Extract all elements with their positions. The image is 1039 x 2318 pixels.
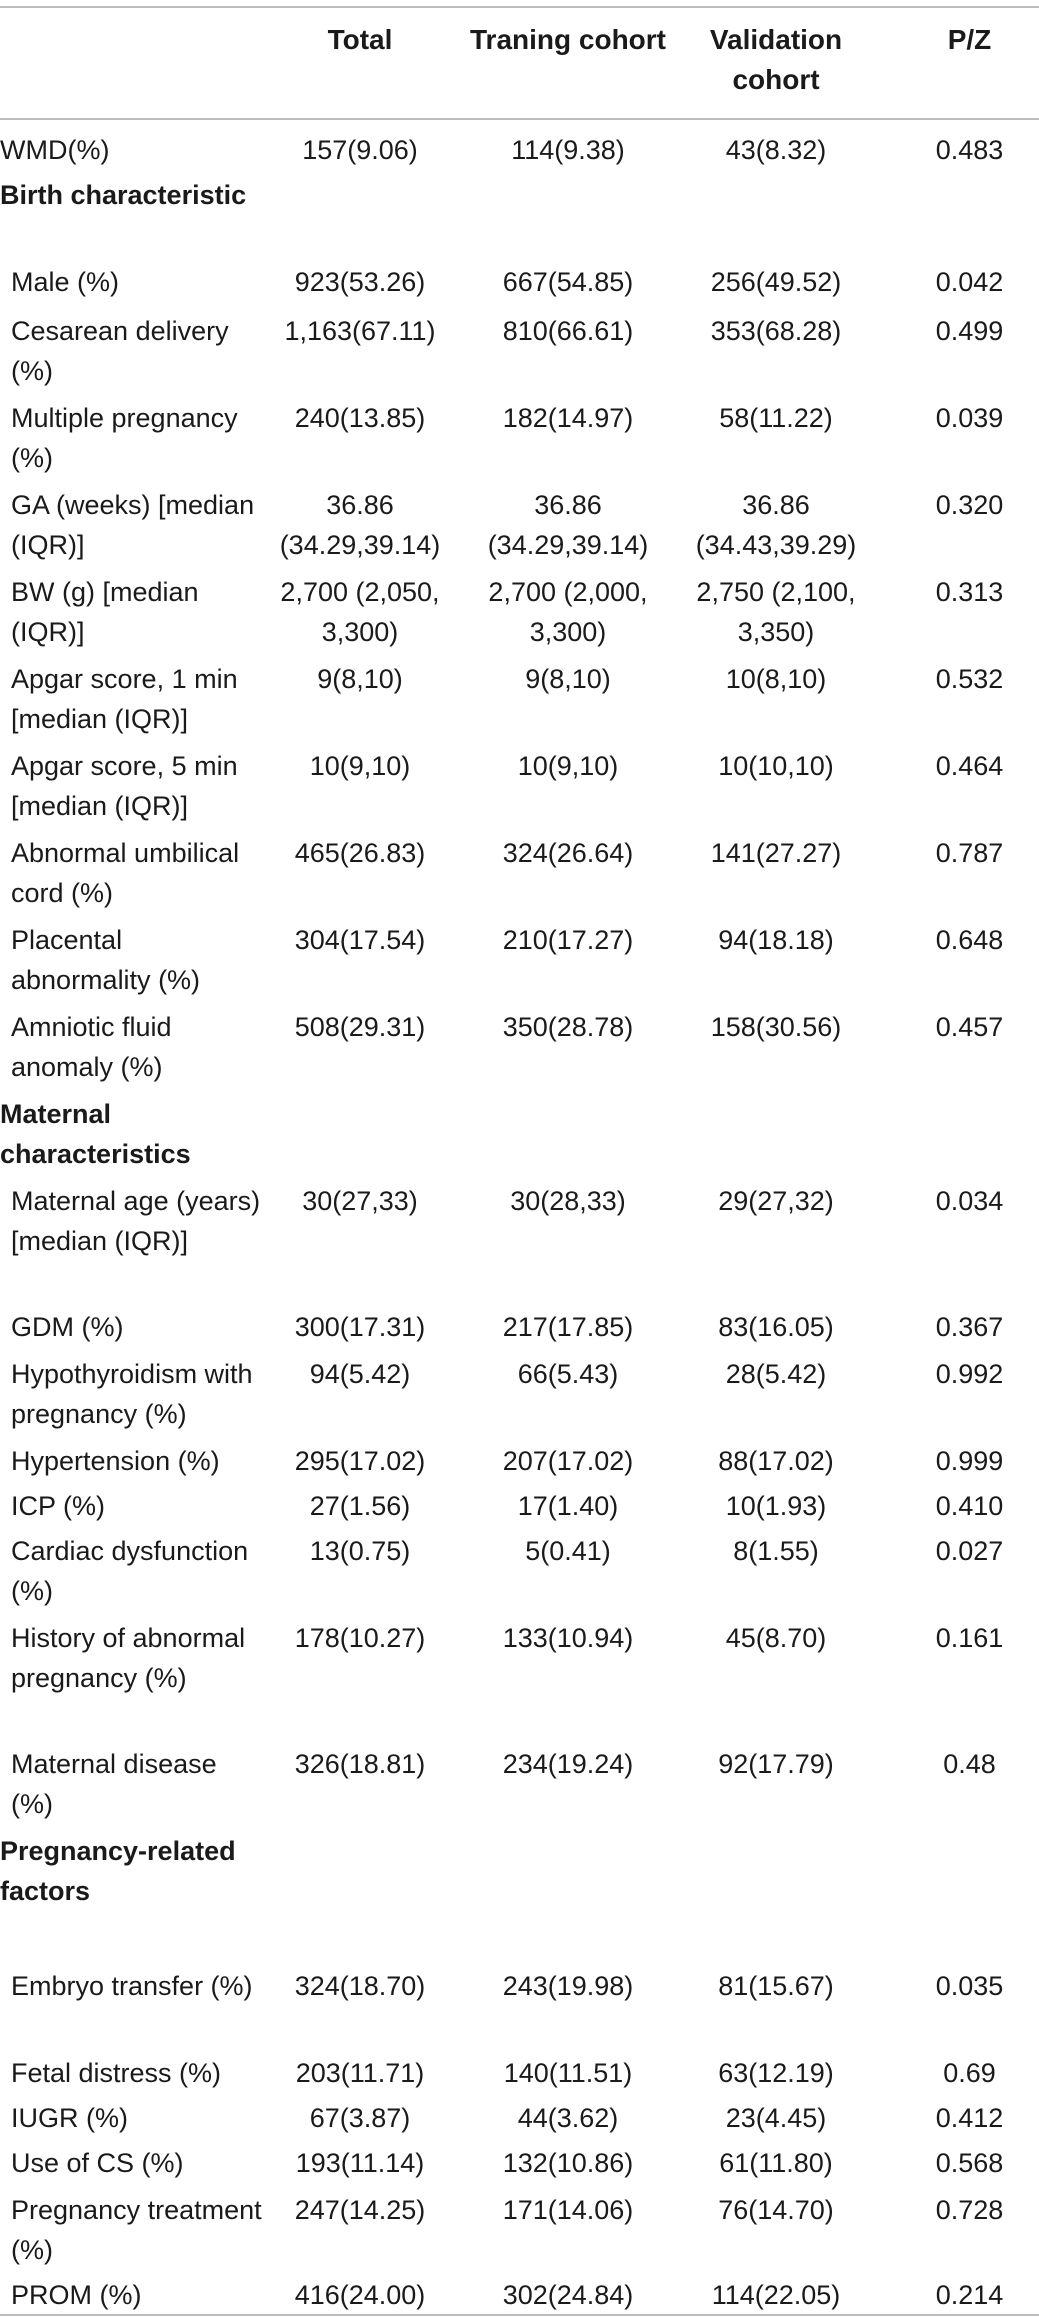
training-cell: 171(14.06) (502, 2195, 634, 2225)
validation-cell: 10(8,10) (725, 664, 827, 694)
pz-cell: 0.999 (935, 1446, 1004, 1476)
bottom-rule (0, 2314, 1039, 2316)
total-cell: 300(17.31) (294, 1312, 426, 1342)
validation-cell: 58(11.22) (719, 403, 833, 433)
training-cell: 133(10.94) (502, 1623, 634, 1653)
row-label: Multiple pregnancy (%) (11, 403, 238, 473)
pz-cell: 0.313 (935, 577, 1004, 607)
total-cell: 67(3.87) (309, 2103, 411, 2133)
total-cell: 30(27,33) (302, 1186, 418, 1216)
row-label: Placental abnormality (%) (11, 925, 201, 995)
pz-cell: 0.48 (943, 1749, 996, 1779)
row-label: Hypothyroidism with pregnancy (%) (11, 1359, 253, 1429)
row-label: ICP (%) (11, 1491, 106, 1521)
top-rule (0, 6, 1039, 8)
section-label: Maternal characteristics (0, 1099, 191, 1169)
row-label: GA (weeks) [median (IQR)] (11, 490, 255, 560)
validation-cell: 10(10,10) (718, 751, 834, 781)
validation-cell: 61(11.80) (719, 2148, 833, 2178)
row-label: BW (g) [median (IQR)] (11, 577, 199, 647)
training-cell: 243(19.98) (502, 1971, 634, 2001)
training-cell: 667(54.85) (502, 267, 634, 297)
pz-cell: 0.728 (935, 2195, 1004, 2225)
training-cell: 207(17.02) (502, 1446, 634, 1476)
section-label: Birth characteristic (0, 180, 247, 210)
pz-cell: 0.035 (935, 1971, 1004, 2001)
pz-cell: 0.992 (935, 1359, 1004, 1389)
total-cell: 203(11.71) (295, 2058, 425, 2088)
total-cell: 2,700 (2,050, 3,300) (280, 577, 440, 647)
pz-cell: 0.161 (935, 1623, 1004, 1653)
total-cell: 247(14.25) (294, 2195, 426, 2225)
training-cell: 5(0.41) (525, 1536, 611, 1566)
row-label: Use of CS (%) (11, 2148, 184, 2178)
row-label: Male (%) (11, 267, 120, 297)
validation-cell: 141(27.27) (710, 838, 842, 868)
pz-cell: 0.034 (935, 1186, 1004, 1216)
validation-cell: 28(5.42) (725, 1359, 827, 1389)
pz-cell: 0.412 (935, 2103, 1004, 2133)
training-cell: 302(24.84) (502, 2280, 634, 2310)
total-cell: 193(11.14) (295, 2148, 425, 2178)
validation-cell: 8(1.55) (733, 1536, 819, 1566)
row-label: Apgar score, 1 min [median (IQR)] (11, 664, 238, 734)
training-cell: 217(17.85) (502, 1312, 634, 1342)
total-cell: 9(8,10) (317, 664, 403, 694)
total-cell: 10(9,10) (309, 751, 411, 781)
total-cell: 324(18.70) (294, 1971, 426, 2001)
total-cell: 240(13.85) (294, 403, 426, 433)
total-cell: 13(0.75) (309, 1536, 411, 1566)
validation-cell: 83(16.05) (718, 1312, 834, 1342)
pz-cell: 0.787 (935, 838, 1004, 868)
validation-cell: 76(14.70) (718, 2195, 834, 2225)
row-label: GDM (%) (11, 1312, 124, 1342)
training-cell: 132(10.86) (502, 2148, 634, 2178)
validation-cell: 158(30.56) (710, 1012, 842, 1042)
training-cell: 44(3.62) (517, 2103, 619, 2133)
header-training-cohort: Traning cohort (470, 24, 666, 55)
pz-cell: 0.320 (935, 490, 1004, 520)
validation-cell: 23(4.45) (725, 2103, 827, 2133)
validation-cell: 88(17.02) (718, 1446, 834, 1476)
pz-cell: 0.457 (935, 1012, 1004, 1042)
total-cell: 465(26.83) (294, 838, 426, 868)
training-cell: 30(28,33) (510, 1186, 626, 1216)
pz-cell: 0.499 (935, 316, 1004, 346)
header-validation-cohort: Validation cohort (709, 24, 843, 95)
training-cell: 350(28.78) (502, 1012, 634, 1042)
training-cell: 234(19.24) (502, 1749, 634, 1779)
training-cell: 10(9,10) (517, 751, 619, 781)
validation-cell: 114(22.05) (711, 2280, 841, 2310)
total-cell: 36.86 (34.29,39.14) (279, 490, 441, 560)
row-label: Fetal distress (%) (11, 2058, 222, 2088)
header-rule (0, 118, 1039, 120)
validation-cell: 45(8.70) (725, 1623, 827, 1653)
pz-cell: 0.214 (935, 2280, 1004, 2310)
row-label: Cesarean delivery (%) (11, 316, 229, 386)
pz-cell: 0.532 (935, 664, 1004, 694)
total-cell: 304(17.54) (294, 925, 426, 955)
validation-cell: 43(8.32) (725, 135, 827, 165)
total-cell: 295(17.02) (294, 1446, 426, 1476)
training-cell: 114(9.38) (511, 135, 625, 165)
validation-cell: 92(17.79) (718, 1749, 834, 1779)
validation-cell: 81(15.67) (718, 1971, 834, 2001)
pz-cell: 0.464 (935, 751, 1004, 781)
pz-cell: 0.042 (935, 267, 1004, 297)
validation-cell: 63(12.19) (718, 2058, 834, 2088)
row-label: Hypertension (%) (11, 1446, 220, 1476)
validation-cell: 353(68.28) (710, 316, 842, 346)
training-cell: 324(26.64) (502, 838, 634, 868)
row-label: Abnormal umbilical cord (%) (11, 838, 240, 908)
row-label: Apgar score, 5 min [median (IQR)] (11, 751, 238, 821)
row-label: IUGR (%) (11, 2103, 128, 2133)
row-label: Maternal age (years) [median (IQR)] (11, 1186, 261, 1256)
pz-cell: 0.568 (935, 2148, 1004, 2178)
training-cell: 66(5.43) (517, 1359, 619, 1389)
validation-cell: 256(49.52) (710, 267, 842, 297)
header-pz: P/Z (947, 24, 992, 55)
training-cell: 36.86 (34.29,39.14) (487, 490, 649, 560)
pz-cell: 0.410 (935, 1491, 1004, 1521)
validation-cell: 10(1.93) (725, 1491, 827, 1521)
row-label: Pregnancy treatment (%) (11, 2195, 262, 2265)
total-cell: 178(10.27) (294, 1623, 426, 1653)
row-label: WMD(%) (0, 135, 110, 165)
pz-cell: 0.648 (935, 925, 1004, 955)
pz-cell: 0.367 (935, 1312, 1004, 1342)
validation-cell: 29(27,32) (718, 1186, 834, 1216)
pz-cell: 0.483 (935, 135, 1004, 165)
total-cell: 508(29.31) (294, 1012, 426, 1042)
training-cell: 17(1.40) (517, 1491, 619, 1521)
training-cell: 140(11.51) (503, 2058, 633, 2088)
row-label: PROM (%) (11, 2280, 142, 2310)
training-cell: 182(14.97) (502, 403, 634, 433)
pz-cell: 0.039 (935, 403, 1004, 433)
total-cell: 416(24.00) (294, 2280, 426, 2310)
validation-cell: 94(18.18) (718, 925, 834, 955)
validation-cell: 2,750 (2,100, 3,350) (696, 577, 856, 647)
training-cell: 810(66.61) (502, 316, 634, 346)
total-cell: 157(9.06) (302, 135, 418, 165)
training-cell: 2,700 (2,000, 3,300) (488, 577, 648, 647)
total-cell: 94(5.42) (309, 1359, 411, 1389)
row-label: History of abnormal pregnancy (%) (11, 1623, 246, 1693)
total-cell: 923(53.26) (294, 267, 426, 297)
total-cell: 326(18.81) (294, 1749, 426, 1779)
row-label: Cardiac dysfunction (%) (11, 1536, 249, 1606)
header-total: Total (327, 24, 393, 55)
row-label: Amniotic fluid anomaly (%) (11, 1012, 172, 1082)
training-cell: 210(17.27) (502, 925, 634, 955)
total-cell: 27(1.56) (309, 1491, 411, 1521)
section-label: Pregnancy-related factors (0, 1836, 236, 1906)
pz-cell: 0.027 (935, 1536, 1004, 1566)
pz-cell: 0.69 (943, 2058, 996, 2088)
training-cell: 9(8,10) (525, 664, 611, 694)
total-cell: 1,163(67.11) (284, 316, 436, 346)
validation-cell: 36.86 (34.43,39.29) (695, 490, 857, 560)
row-label: Embryo transfer (%) (11, 1971, 253, 2001)
row-label: Maternal disease (%) (11, 1749, 217, 1819)
